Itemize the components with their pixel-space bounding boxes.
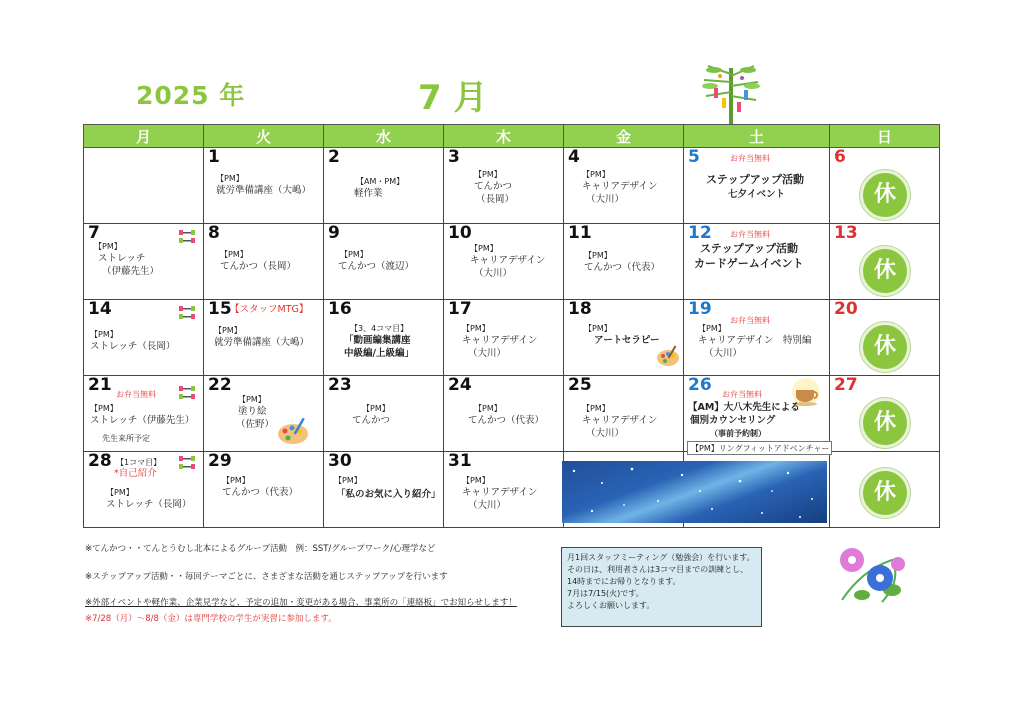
- day-number: 3: [448, 147, 460, 167]
- event-title: ステップアップ活動: [700, 242, 799, 255]
- day-number: 6: [834, 147, 846, 167]
- time-slot: 【PM】: [582, 170, 610, 179]
- notice-line: よろしくお願いします。: [567, 601, 655, 610]
- day-cell-28[interactable]: [84, 452, 204, 528]
- week-row-3: [84, 300, 940, 376]
- day-cell-27[interactable]: [830, 376, 940, 452]
- activity: 「私のお気に入り紹介」: [336, 489, 441, 500]
- time-slot: 【PM】: [462, 324, 490, 333]
- day-cell-30[interactable]: [324, 452, 444, 528]
- activity: てんかつ（長岡）: [220, 261, 297, 272]
- day-number: 28: [88, 451, 112, 471]
- stars-icon: [562, 461, 827, 523]
- time-slot: 【PM】: [470, 244, 498, 253]
- day-number: 17: [448, 299, 472, 319]
- note-tenkatsu: ※てんかつ・・てんとうむし北本によるグループ活動 例：SST/グループワーク/心理学など: [85, 544, 436, 554]
- morning-glory-illustration: [832, 540, 912, 610]
- notice-line: 月1回スタッフミーティング（勉強会）を行います。: [567, 553, 755, 562]
- day-number: 25: [568, 375, 592, 395]
- holiday-badge: 休: [860, 170, 910, 220]
- month-title: 7 月: [418, 78, 488, 118]
- time-slot: 【AM・PM】: [356, 177, 405, 186]
- day-number: 30: [328, 451, 352, 471]
- activity: ストレッチ: [98, 253, 146, 264]
- notice-line: 7月は7/15(火)です。: [567, 589, 644, 598]
- time-slot: 【PM】: [474, 404, 502, 413]
- time-slot: 【PM】: [214, 326, 242, 335]
- time-slot: 【PM】: [334, 476, 362, 485]
- time-slot: 【PM】: [474, 170, 502, 179]
- day-cell-4[interactable]: [564, 148, 684, 224]
- free-lunch-tag: お弁当無料: [730, 316, 770, 325]
- time-slot: 【PM】: [340, 250, 368, 259]
- activity: アートセラピー: [594, 335, 660, 346]
- day-cell-2[interactable]: [324, 148, 444, 224]
- day-cell-8[interactable]: [204, 224, 324, 300]
- dumbbell-icon: [177, 304, 197, 322]
- time-slot: 【PM】: [698, 324, 726, 333]
- day-number: 22: [208, 375, 232, 395]
- paint-palette-icon: [656, 344, 680, 368]
- instructor: （伊藤先生）: [102, 266, 160, 277]
- activity: てんかつ（代表）: [468, 415, 545, 426]
- day-number: 11: [568, 223, 592, 243]
- activity: キャリアデザイン: [470, 255, 546, 266]
- day-cell-12[interactable]: [684, 224, 830, 300]
- activity: キャリアデザイン: [582, 415, 658, 426]
- activity: キャリアデザイン: [462, 487, 538, 498]
- activity: 就労準備講座（大嶋）: [214, 337, 310, 348]
- activity: てんかつ（渡辺）: [338, 261, 415, 272]
- day-cell-25[interactable]: [564, 376, 684, 452]
- time-slot: 【PM】: [362, 404, 390, 413]
- activity: 軽作業: [354, 188, 383, 199]
- day-cell-5[interactable]: [684, 148, 830, 224]
- activity: ストレッチ（伊藤先生）: [90, 415, 195, 426]
- day-number: 2: [328, 147, 340, 167]
- notice-line: 14時までにお帰りとなります。: [567, 577, 681, 586]
- note-step-up: ※ステップアップ活動・・毎回テーマごとに、さまざまな活動を通じステップアップを行います: [85, 572, 448, 582]
- day-cell-17[interactable]: [444, 300, 564, 376]
- instructor: （大川）: [468, 348, 507, 359]
- holiday-badge: 休: [860, 322, 910, 372]
- weekday-wed: 水: [324, 125, 444, 148]
- day-cell-22[interactable]: [204, 376, 324, 452]
- day-cell-31[interactable]: [444, 452, 564, 528]
- day-cell-18[interactable]: [564, 300, 684, 376]
- notice-line: その日は、利用者さんは3コマ目までの訓練とし、: [567, 565, 749, 574]
- year-title: 2025 年: [136, 81, 246, 110]
- activity: キャリアデザイン: [462, 335, 538, 346]
- day-cell-24[interactable]: [444, 376, 564, 452]
- activity: てんかつ: [352, 415, 391, 426]
- instructor: （長岡）: [476, 194, 515, 205]
- day-number: 23: [328, 375, 352, 395]
- event-subtitle: 七夕イベント: [728, 189, 786, 200]
- activity: てんかつ: [474, 181, 513, 192]
- weekday-fri: 金: [564, 125, 684, 148]
- day-cell-empty: [84, 148, 204, 224]
- week-row-2: [84, 224, 940, 300]
- activity: 【AM】大八木先生による: [688, 402, 800, 413]
- holiday-badge: 休: [860, 468, 910, 518]
- time-slot: 【PM】: [216, 174, 244, 183]
- reservation-note: （事前予約制）: [710, 429, 766, 438]
- activity: てんかつ（代表）: [222, 487, 299, 498]
- free-lunch-tag: お弁当無料: [730, 230, 770, 239]
- day-number: 4: [568, 147, 580, 167]
- staff-meeting-tag: 【スタッフMTG】: [230, 304, 309, 315]
- day-number: 10: [448, 223, 472, 243]
- day-cell-15[interactable]: [204, 300, 324, 376]
- day-cell-23[interactable]: [324, 376, 444, 452]
- day-number: 27: [834, 375, 858, 395]
- day-number: 12: [688, 223, 712, 243]
- day-cell-sunday-empty[interactable]: [830, 452, 940, 528]
- day-number: 9: [328, 223, 340, 243]
- dumbbell-icon: [177, 384, 197, 402]
- day-number: 20: [834, 299, 858, 319]
- paint-palette-icon: [276, 416, 310, 446]
- weekday-mon: 月: [84, 125, 204, 148]
- day-cell-9[interactable]: [324, 224, 444, 300]
- note-student-internship: ※7/28（月）～8/8（金）は専門学校の学生が実習に参加します。: [85, 614, 337, 624]
- time-slot: 【PM】: [222, 476, 250, 485]
- time-slot: 【PM】: [94, 242, 122, 251]
- visit-note: 先生来所予定: [102, 434, 150, 443]
- day-number: 5: [688, 147, 700, 167]
- activity: キャリアデザイン: [582, 181, 658, 192]
- time-slot: 【PM】: [90, 330, 118, 339]
- starry-sky-decoration: [562, 461, 827, 523]
- time-slot: 【1コマ目】: [116, 458, 162, 467]
- weekday-sat: 土: [684, 125, 830, 148]
- holiday-badge: 休: [860, 398, 910, 448]
- day-number: 31: [448, 451, 472, 471]
- day-number: 29: [208, 451, 232, 471]
- dumbbell-icon: [177, 454, 197, 472]
- day-cell-10[interactable]: [444, 224, 564, 300]
- day-number: 24: [448, 375, 472, 395]
- note-external-events: ※外部イベントや軽作業、企業見学など、予定の追加・変更がある場合、事業所の「連絡板」でお知らせします！: [85, 598, 517, 608]
- activity: てんかつ（代表）: [584, 262, 661, 273]
- day-cell-3[interactable]: [444, 148, 564, 224]
- time-slot: 【3、4コマ目】: [350, 324, 409, 333]
- time-slot: 【PM】: [106, 488, 134, 497]
- day-number: 26: [688, 375, 712, 395]
- day-cell-20[interactable]: [830, 300, 940, 376]
- instructor: （大川）: [474, 268, 513, 279]
- day-cell-19[interactable]: [684, 300, 830, 376]
- event-title: ステップアップ活動: [706, 173, 805, 186]
- activity: キャリアデザイン 特別編: [698, 335, 812, 346]
- day-number: 15: [208, 299, 232, 319]
- day-number: 14: [88, 299, 112, 319]
- day-number: 21: [88, 375, 112, 395]
- activity: ストレッチ（長岡）: [90, 341, 176, 352]
- activity: 「動画編集講座: [344, 335, 411, 346]
- day-cell-6[interactable]: [830, 148, 940, 224]
- weekday-header-row: [84, 125, 940, 148]
- instructor: （大川）: [586, 194, 625, 205]
- time-slot: 【PM】: [220, 250, 248, 259]
- activity-detail: 中級編/上級編」: [344, 348, 414, 359]
- activity: *自己紹介: [114, 468, 157, 479]
- day-cell-13[interactable]: [830, 224, 940, 300]
- day-cell-14[interactable]: [84, 300, 204, 376]
- activity: ストレッチ（長岡）: [106, 499, 192, 510]
- day-cell-11[interactable]: [564, 224, 684, 300]
- time-slot: 【PM】: [238, 395, 266, 404]
- day-number: 7: [88, 223, 100, 243]
- day-number: 19: [688, 299, 712, 319]
- day-cell-29[interactable]: [204, 452, 324, 528]
- weekday-thu: 木: [444, 125, 564, 148]
- free-lunch-tag: お弁当無料: [730, 154, 770, 163]
- time-slot: 【PM】: [584, 324, 612, 333]
- instructor: （佐野）: [236, 419, 275, 430]
- free-lunch-tag: お弁当無料: [116, 390, 156, 399]
- day-number: 13: [834, 223, 858, 243]
- tanabata-bamboo-illustration: [700, 62, 762, 126]
- activity-detail: 個別カウンセリング: [690, 415, 776, 426]
- weekday-tue: 火: [204, 125, 324, 148]
- event-subtitle: カードゲームイベント: [694, 257, 804, 270]
- instructor: （大川）: [468, 500, 507, 511]
- free-lunch-tag: お弁当無料: [722, 390, 762, 399]
- holiday-badge: 休: [860, 246, 910, 296]
- day-number: 1: [208, 147, 220, 167]
- weekday-sun: 日: [830, 125, 940, 148]
- week-row-1: [84, 148, 940, 224]
- time-slot: 【PM】: [584, 251, 612, 260]
- day-number: 8: [208, 223, 220, 243]
- day-cell-7[interactable]: [84, 224, 204, 300]
- dumbbell-icon: [177, 228, 197, 246]
- activity: 就労準備講座（大嶋）: [216, 185, 312, 196]
- day-cell-1[interactable]: [204, 148, 324, 224]
- time-slot: 【PM】: [462, 476, 490, 485]
- instructor: （大川）: [586, 428, 625, 439]
- instructor: （大川）: [704, 348, 743, 359]
- ring-fit-event-label: 【PM】リングフィットアドベンチャー: [687, 441, 832, 455]
- day-number: 16: [328, 299, 352, 319]
- time-slot: 【PM】: [582, 404, 610, 413]
- time-slot: 【PM】: [90, 404, 118, 413]
- day-cell-21[interactable]: [84, 376, 204, 452]
- day-number: 18: [568, 299, 592, 319]
- activity: 塗り絵: [238, 406, 267, 417]
- staff-meeting-notice: [561, 547, 762, 627]
- day-cell-16[interactable]: [324, 300, 444, 376]
